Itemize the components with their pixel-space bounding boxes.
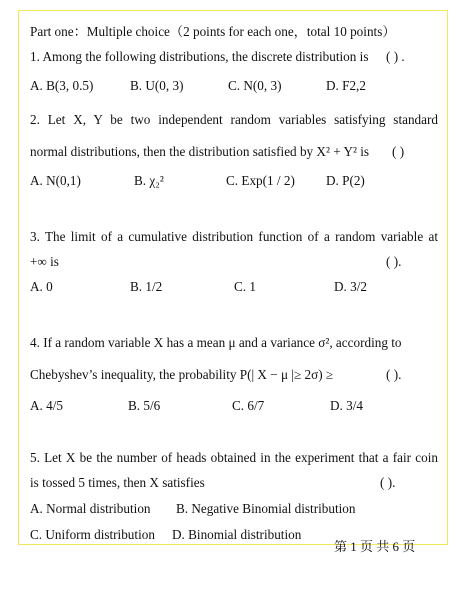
q5-stem-line-1: 5. Let X be the number of heads obtained in the experiment that a fair coin	[30, 450, 438, 465]
q3-option-b: B. 1/2	[130, 279, 163, 294]
page-footer: 第 1 页 共 6 页	[334, 539, 416, 554]
q2-stem-line-2: normal distributions, then the distribution satisfied by X² + Y² is	[30, 144, 370, 159]
q5-option-c: C. Uniform distribution	[30, 527, 155, 542]
q4-stem-line-1: 4. If a random variable X has a mean μ and a variance σ², according to	[30, 335, 402, 350]
q2-answer-paren: ( )	[392, 144, 405, 159]
q4-stem-line-2: Chebyshev’s inequality, the probability P(| X − μ |≥ 2σ) ≥	[30, 367, 334, 382]
q2-stem-line-1: 2. Let X, Y be two independent random variables satisfying standard	[30, 112, 438, 127]
q4-option-d: D. 3/4	[330, 398, 363, 413]
q3-answer-paren: ( ).	[386, 254, 402, 269]
q5-option-b: B. Negative Binomial distribution	[176, 501, 356, 516]
q4-answer-paren: ( ).	[386, 367, 402, 382]
q3-stem-line-1: 3. The limit of a cumulative distribution function of a random variable at	[30, 229, 438, 244]
q3-stem-line-2: +∞ is	[30, 254, 59, 269]
q1-option-d: D. F2,2	[326, 78, 366, 93]
q4-option-a: A. 4/5	[30, 398, 63, 413]
q3-option-c: C. 1	[234, 279, 256, 294]
q5-stem-line-2: is tossed 5 times, then X satisfies	[30, 475, 205, 490]
q5-option-d: D. Binomial distribution	[172, 527, 302, 542]
q2-option-c: C. Exp(1 / 2)	[226, 173, 295, 188]
section-header: Part one：Multiple choice（2 points for each one，total 10 points）	[30, 24, 396, 39]
q1-option-b: B. U(0, 3)	[130, 78, 184, 93]
q3-option-a: A. 0	[30, 279, 53, 294]
q5-option-a: A. Normal distribution	[30, 501, 151, 516]
q2-option-a: A. N(0,1)	[30, 173, 81, 188]
q2-option-d: D. P(2)	[326, 173, 365, 188]
q4-option-b: B. 5/6	[128, 398, 161, 413]
q1-option-a: A. B(3, 0.5)	[30, 78, 94, 93]
q3-option-d: D. 3/2	[334, 279, 367, 294]
q4-option-c: C. 6/7	[232, 398, 265, 413]
q2-option-b: B. χ₂²	[134, 173, 164, 188]
q1-option-c: C. N(0, 3)	[228, 78, 282, 93]
q5-answer-paren: ( ).	[380, 475, 396, 490]
q1-answer-paren: ( ) .	[386, 49, 405, 64]
q1-stem: 1. Among the following distributions, the discrete distribution is	[30, 49, 369, 64]
